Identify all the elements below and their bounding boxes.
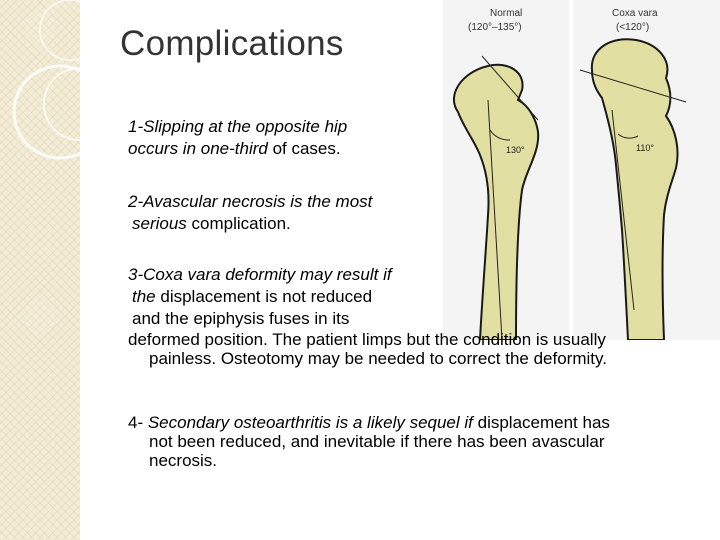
coxa-vara-label: Coxa vara xyxy=(612,8,658,19)
complication-1-line-1: 1-Slipping at the opposite hip xyxy=(128,117,348,136)
complication-3-line-1: 3-Coxa vara deformity may result if xyxy=(128,265,392,284)
normal-label: Normal xyxy=(490,8,523,19)
decorative-circles xyxy=(0,0,120,200)
complication-4-line-1: displacement has xyxy=(472,413,610,432)
coxa-vara-angle-label: 110° xyxy=(636,143,654,153)
normal-angle-label: 130° xyxy=(506,145,525,155)
complication-3-emphasis: the xyxy=(132,287,156,306)
complication-3-line-2: displacement is not reduced xyxy=(155,287,373,306)
complication-4-number: 4- xyxy=(128,413,148,432)
complication-2-emphasis: serious xyxy=(132,214,187,233)
complication-3-line-3: and the epiphysis fuses in its xyxy=(132,309,350,328)
complication-3-line-5: painless. Osteotomy may be needed to correct the deformity. xyxy=(149,349,607,368)
coxa-vara-range: (<120°) xyxy=(616,22,650,33)
complication-4-line-2: not been reduced, and inevitable if there has been avascular xyxy=(149,432,605,451)
slide-title: Complications xyxy=(120,24,344,63)
complication-4 xyxy=(128,413,610,470)
normal-range: (120°–135°) xyxy=(468,22,522,33)
complication-3 xyxy=(128,264,607,368)
complication-2-rest: complication. xyxy=(186,214,291,233)
complication-2 xyxy=(128,191,372,235)
complication-1-rest: of cases. xyxy=(267,139,341,158)
complication-1 xyxy=(128,116,347,160)
complication-1-emphasis: occurs in one-third xyxy=(128,139,268,158)
complication-3-line-4: deformed position. The patient limps but the condition is usually xyxy=(128,330,606,349)
complication-2-line-1: 2-Avascular necrosis is the most xyxy=(128,192,373,211)
complication-4-line-3: necrosis. xyxy=(149,451,218,470)
complication-4-emphasis: Secondary osteoarthritis is a likely sequel if xyxy=(147,413,473,432)
